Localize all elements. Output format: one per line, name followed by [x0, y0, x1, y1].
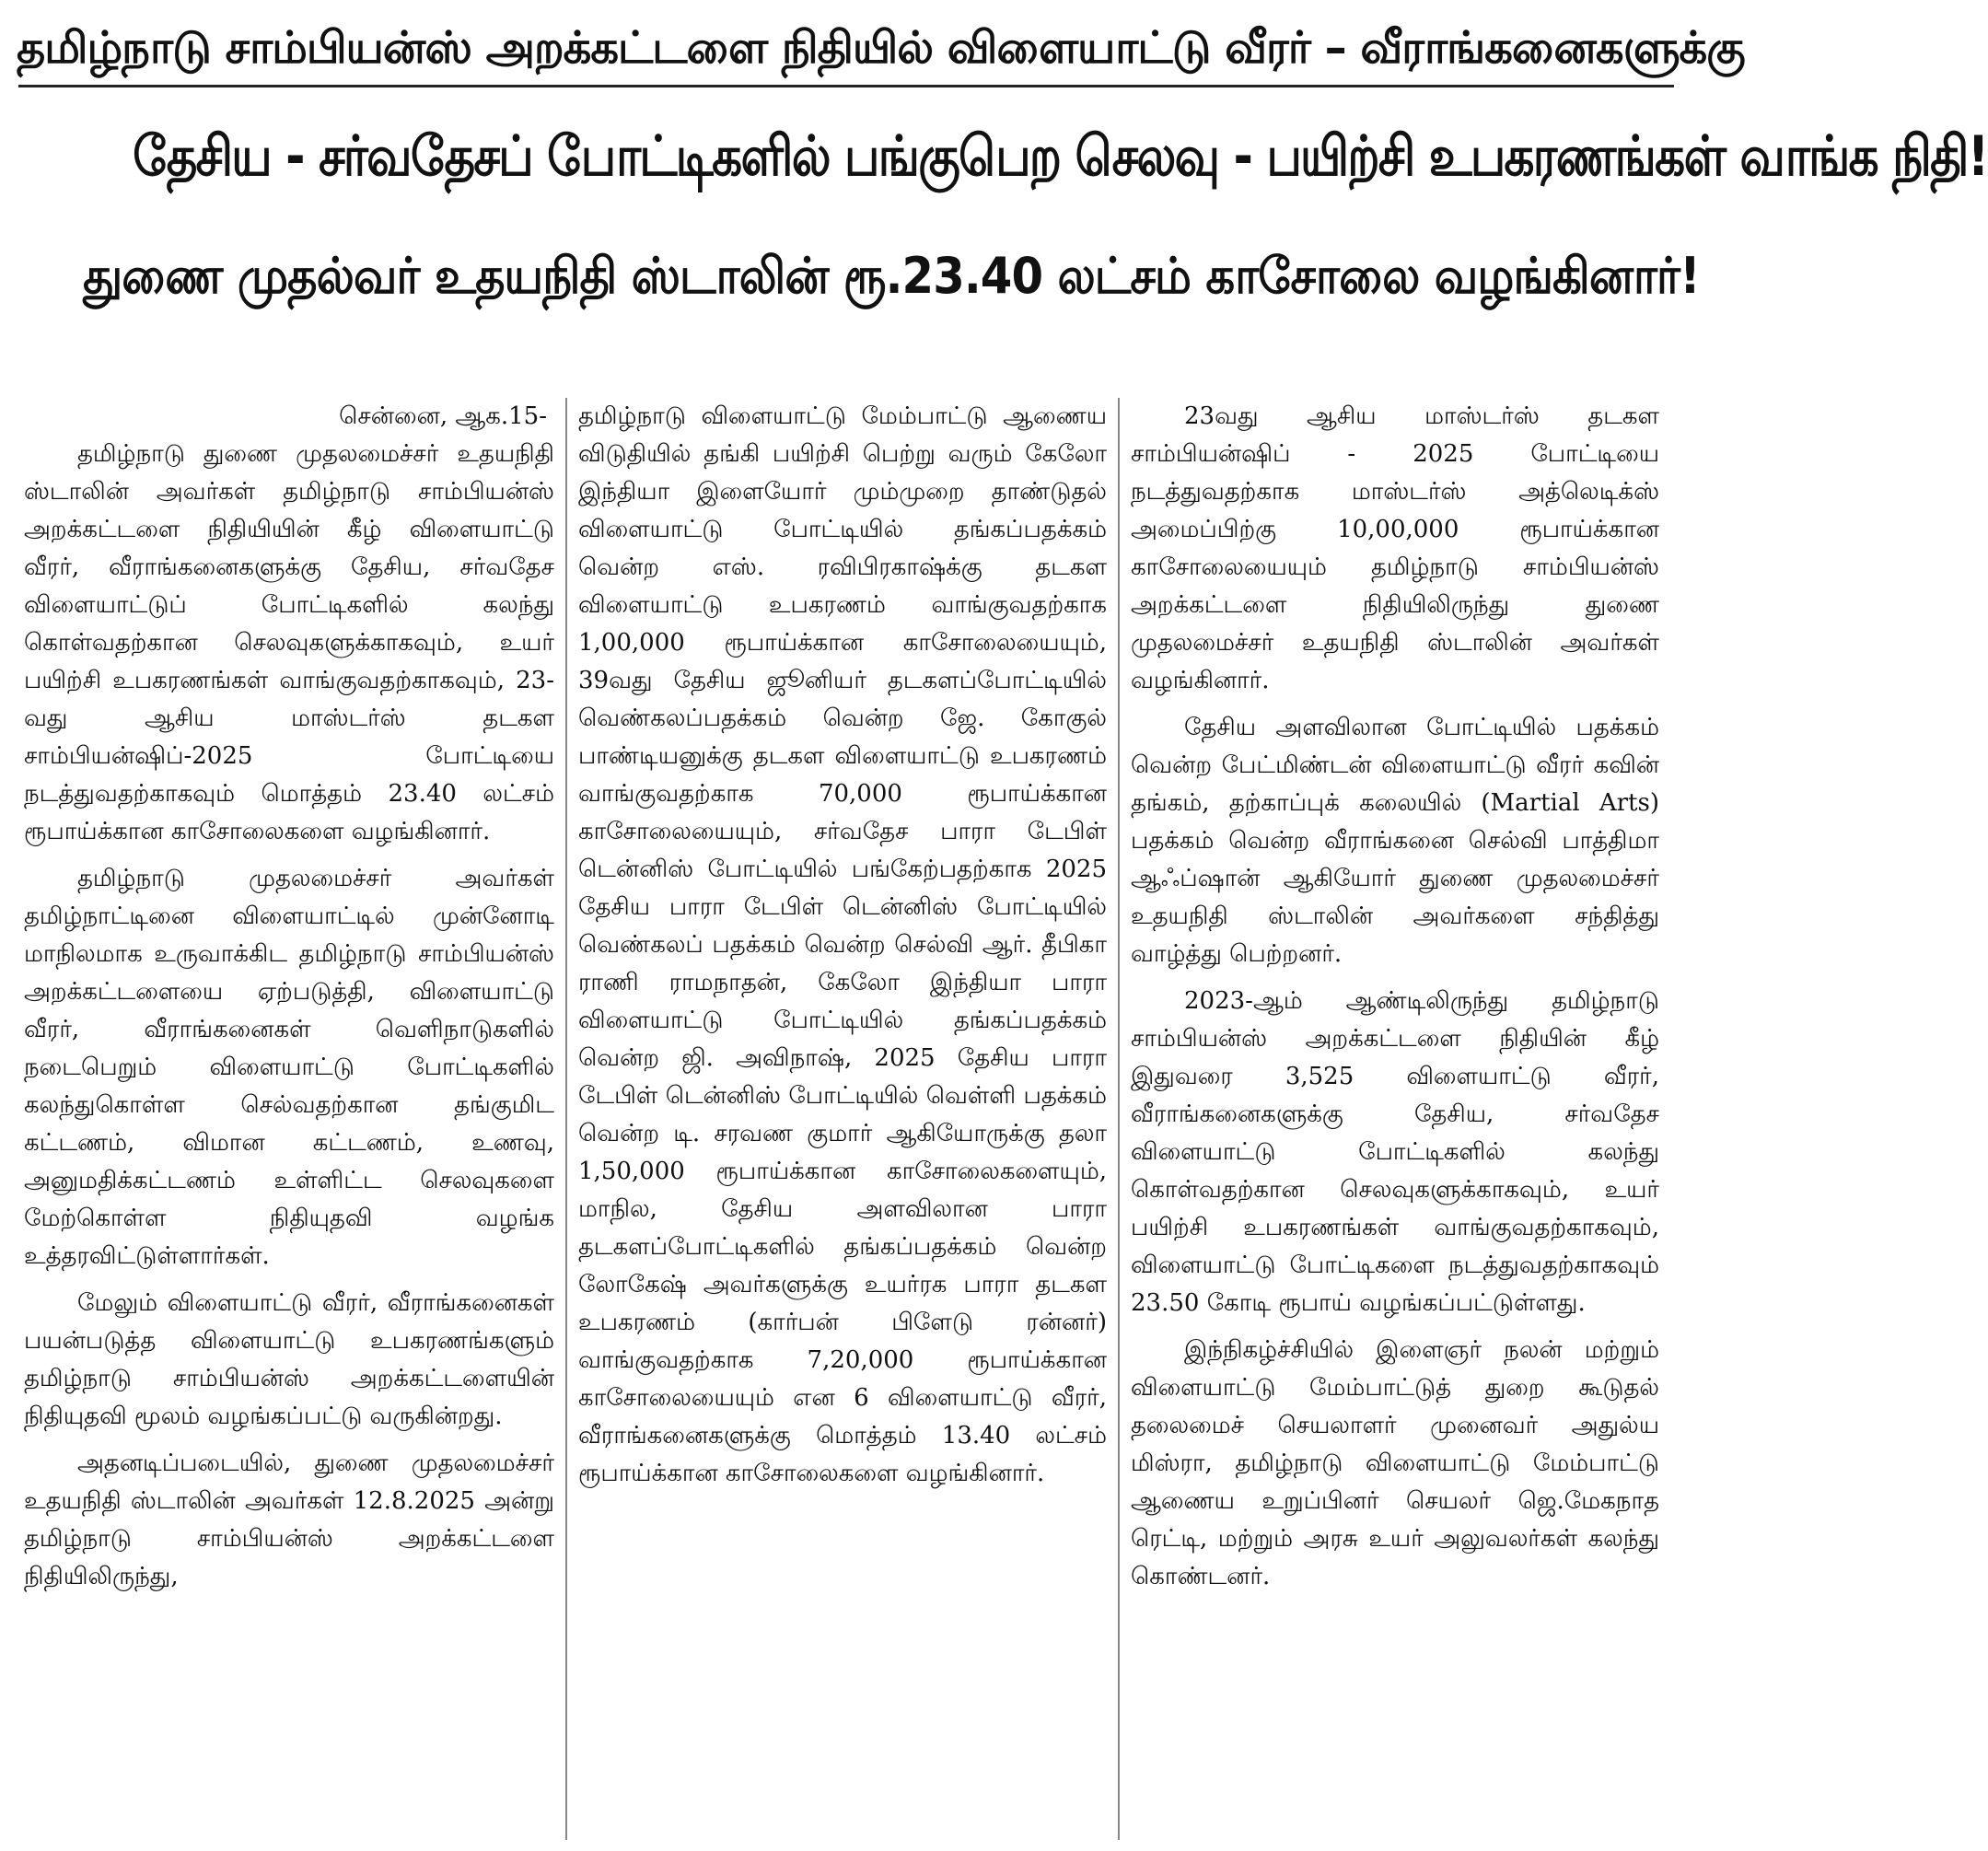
column-1	[13, 398, 565, 1840]
dateline: சென்னை, ஆக.15-	[339, 402, 547, 430]
sub-headline: துணை முதல்வர் உதயநிதி ஸ்டாலின் ரூ.23.40 லட்சம் காசோலை வழங்கினார்!	[83, 247, 1700, 305]
paragraph: தமிழ்நாடு முதலமைச்சர் அவர்கள் தமிழ்நாட்டினை விளையாட்டில் முன்னோடி மாநிலமாக உருவாக்கிட தமிழ்நாடு சாம்பியன்ஸ் அறக்கட்டளையை ஏற்படுத்தி, விளையாட்டு வீரர், வீராங்கனைகள் வெளிநாடுகளில் நடைபெறும் விளையாட்டு போட்டிகளில் கலந்துகொள்ள செல்வதற்கான தங்குமிட கட்டணம், விமான கட்டணம், உணவு, அனுமதிக்கட்டணம் உள்ளிட்ட செலவுகளை மேற்கொள்ள நிதியுதவி வழங்க உத்தரவிட்டுள்ளார்கள்.	[24, 865, 554, 1270]
paragraph: 23வது ஆசிய மாஸ்டர்ஸ் தடகள சாம்பியன்ஷிப் - 2025 போட்டியை நடத்துவதற்காக மாஸ்டர்ஸ் அத்லெடிக்ஸ் அமைப்பிற்கு 10,00,000 ரூபாய்க்கான காசோலையையும் தமிழ்நாடு சாம்பியன்ஸ் அறக்கட்டளை நிதியிலிருந்து துணை முதலமைச்சர் உதயநிதி ஸ்டாலின் அவர்கள் வழங்கினார்.	[1131, 402, 1659, 694]
article-body	[13, 398, 1680, 1840]
paragraph: இந்நிகழ்ச்சியில் இளைஞர் நலன் மற்றும் விளையாட்டு மேம்பாட்டுத் துறை கூடுதல் தலைமைச் செயலாளர் முனைவர் அதுல்ய மிஸ்ரா, தமிழ்நாடு விளையாட்டு மேம்பாட்டு ஆணைய உறுப்பினர் செயலர் ஜெ.மேகநாத ரெட்டி, மற்றும் அரசு உயர் அலுவலர்கள் கலந்து கொண்டனர்.	[1131, 1336, 1659, 1590]
paragraph: மேலும் விளையாட்டு வீரர், வீராங்கனைகள் பயன்படுத்த விளையாட்டு உபகரணங்களும் தமிழ்நாடு சாம்பியன்ஸ் அறக்கட்டளையின் நிதியுதவி மூலம் வழங்கப்பட்டு வருகின்றது.	[24, 1289, 554, 1430]
paragraph: தேசிய அளவிலான போட்டியில் பதக்கம் வென்ற பேட்மிண்டன் விளையாட்டு வீரர் கவின் தங்கம், தற்காப்புக் கலையில் (Martial Arts) பதக்கம் வென்ற வீராங்கனை செல்வி பாத்திமா ஆஃப்ஷான் ஆகியோர் துணை முதலமைச்சர் உதயநிதி ஸ்டாலின் அவர்களை சந்தித்து வாழ்த்து பெற்றனர்.	[1131, 714, 1659, 968]
main-headline: தேசிய - சர்வதேசப் போட்டிகளில் பங்குபெற செலவு - பயிற்சி உபகரணங்கள் வாங்க நிதி!	[133, 124, 1988, 189]
paragraph: 2023-ஆம் ஆண்டிலிருந்து தமிழ்நாடு சாம்பியன்ஸ் அறக்கட்டளை நிதியின் கீழ் இதுவரை 3,525 விளையாட்டு வீரர், வீராங்கனைகளுக்கு தேசிய, சர்வதேச விளையாட்டு போட்டிகளில் கலந்து கொள்வதற்கான செலவுகளுக்காகவும், உயர் பயிற்சி உபகரணங்கள் வாங்குவதற்காகவும், விளையாட்டு போட்டிகளை நடத்துவதற்காகவும் 23.50 கோடி ரூபாய் வழங்கப்பட்டுள்ளது.	[1131, 987, 1659, 1317]
column-3	[1118, 398, 1670, 1840]
kicker-headline: தமிழ்நாடு சாம்பியன்ஸ் அறக்கட்டளை நிதியில் விளையாட்டு வீரர் – வீராங்கனைகளுக்கு	[17, 22, 1745, 74]
paragraph: தமிழ்நாடு துணை முதலமைச்சர் உதயநிதி ஸ்டாலின் அவர்கள் தமிழ்நாடு சாம்பியன்ஸ் அறக்கட்டளை நிதியியின் கீழ் விளையாட்டு வீரர், வீராங்கனைகளுக்கு தேசிய, சர்வதேச விளையாட்டுப் போட்டிகளில் கலந்து கொள்வதற்கான செலவுகளுக்காகவும், உயர் பயிற்சி உபகரணங்கள் வாங்குவதற்காகவும், 23-வது ஆசிய மாஸ்டர்ஸ் தடகள சாம்பியன்ஷிப்-2025 போட்டியை நடத்துவதற்காகவும் மொத்தம் 23.40 லட்சம் ரூபாய்க்கான காசோலைகளை வழங்கினார்.	[24, 440, 554, 845]
column-2	[565, 398, 1118, 1840]
paragraph: தமிழ்நாடு விளையாட்டு மேம்பாட்டு ஆணைய விடுதியில் தங்கி பயிற்சி பெற்று வரும் கேலோ இந்தியா இளையோர் மும்முறை தாண்டுதல் விளையாட்டு போட்டியில் தங்கப்பதக்கம் வென்ற எஸ். ரவிபிரகாஷ்க்கு தடகள விளையாட்டு உபகரணம் வாங்குவதற்காக 1,00,000 ரூபாய்க்கான காசோலையையும், 39வது தேசிய ஜூனியர் தடகளப்போட்டியில் வெண்கலப்பதக்கம் வென்ற ஜே. கோகுல் பாண்டியனுக்கு தடகள விளையாட்டு உபகரணம் வாங்குவதற்காக 70,000 ரூபாய்க்கான காசோலையையும், சர்வதேச பாரா டேபிள் டென்னிஸ் போட்டியில் பங்கேற்பதற்காக 2025 தேசிய பாரா டேபிள் டென்னிஸ் போட்டியில் வெண்கலப் பதக்கம் வென்ற செல்வி ஆர். தீபிகா ராணி ராமநாதன், கேலோ இந்தியா பாரா விளையாட்டு போட்டியில் தங்கப்பதக்கம் வென்ற ஜி. அவிநாஷ், 2025 தேசிய பாரா டேபிள் டென்னிஸ் போட்டியில் வெள்ளி பதக்கம் வென்ற டி. சரவண குமார் ஆகியோருக்கு தலா 1,50,000 ரூபாய்க்கான காசோலைகளையும், மாநில, தேசிய அளவிலான பாரா தடகளப்போட்டிகளில் தங்கப்பதக்கம் வென்ற லோகேஷ் அவர்களுக்கு உயர்ரக பாரா தடகள உபகரணம் (கார்பன் பிளேடு ரன்னர்) வாங்குவதற்காக 7,20,000 ரூபாய்க்கான காசோலையையும் என 6 விளையாட்டு வீரர், வீராங்கனைகளுக்கு மொத்தம் 13.40 லட்சம் ரூபாய்க்கான காசோலைகளை வழங்கினார்.	[578, 402, 1107, 1487]
paragraph: அதனடிப்படையில், துணை முதலமைச்சர் உதயநிதி ஸ்டாலின் அவர்கள் 12.8.2025 அன்று தமிழ்நாடு சாம்பியன்ஸ் அறக்கட்டளை நிதியிலிருந்து,	[24, 1449, 554, 1590]
